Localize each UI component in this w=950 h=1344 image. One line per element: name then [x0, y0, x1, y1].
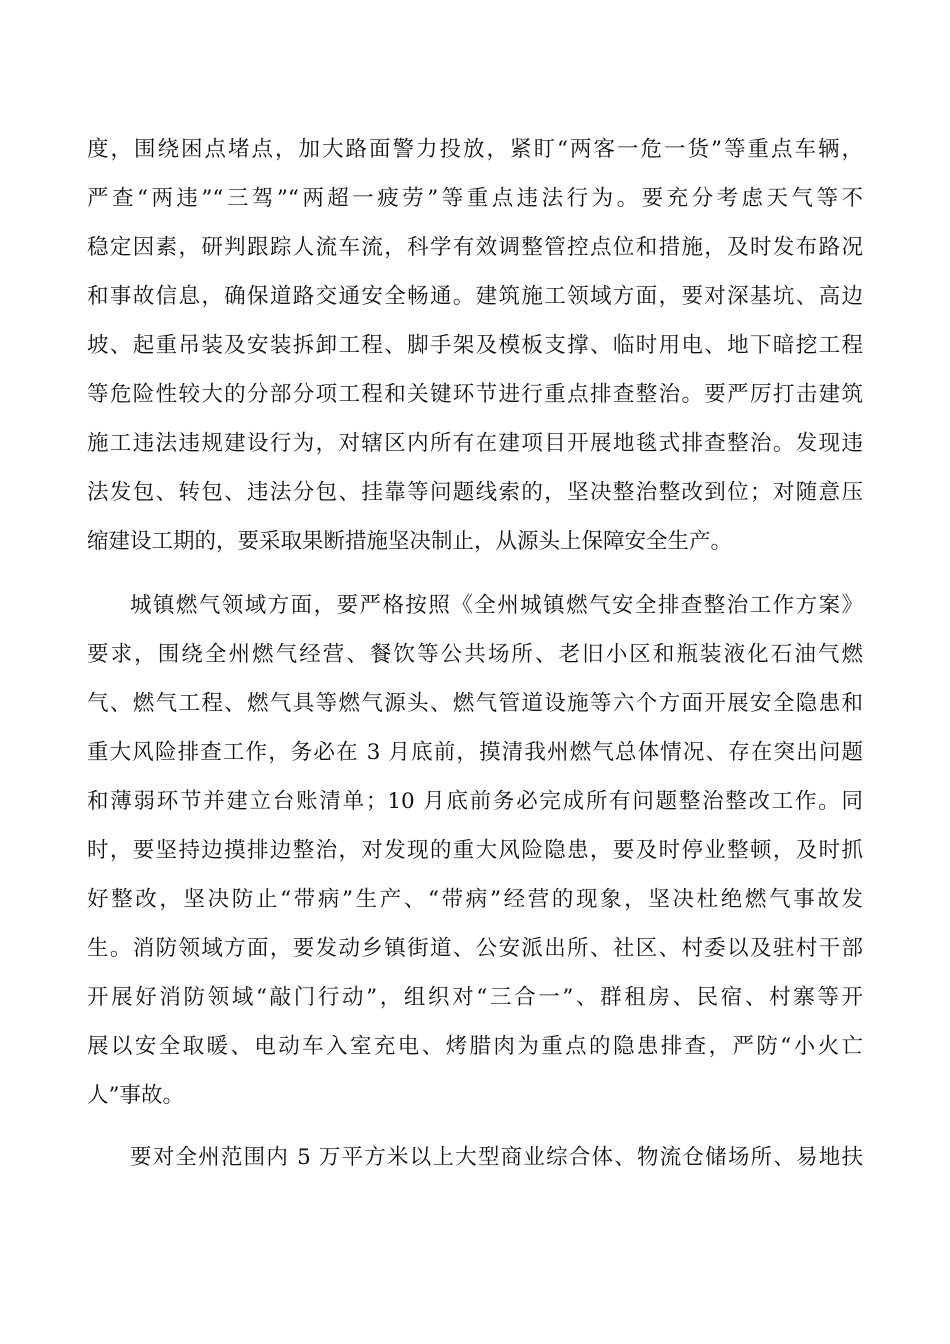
text-line: 展以安全取暖、电动车入室充电、烤腊肉为重点的隐患排查，严防“小火亡: [87, 1034, 863, 1059]
text-line: 和事故信息，确保道路交通安全畅通。建筑施工领域方面，要对深基坑、高边: [87, 284, 863, 309]
text-line: 要对全州范围内 5 万平方米以上大型商业综合体、物流仓储场所、易地扶: [130, 1145, 863, 1170]
text-line: 法发包、转包、违法分包、挂靠等问题线索的，坚决整治整改到位；对随意压: [87, 480, 863, 505]
text-line: 等危险性较大的分部分项工程和关键环节进行重点排查整治。要严厉打击建筑: [87, 382, 863, 407]
text-line: 施工违法违规建设行为，对辖区内所有在建项目开展地毯式排查整治。发现违: [87, 431, 863, 456]
text-line: 气、燃气工程、燃气具等燃气源头、燃气管道设施等六个方面开展安全隐患和: [87, 691, 863, 716]
text-line: 严查“两违”“三驾”“两超一疲劳”等重点违法行为。要充分考虑天气等不: [87, 186, 863, 211]
text-line: 度，围绕困点堵点，加大路面警力投放，紧盯“两客一危一货”等重点车辆，: [87, 137, 863, 162]
text-line: 开展好消防领域“敲门行动”，组织对“三合一”、群租房、民宿、村寨等开: [87, 985, 863, 1010]
text-line: 人”事故。: [87, 1083, 184, 1108]
text-line: 重大风险排查工作，务必在 3 月底前，摸清我州燃气总体情况、存在突出问题: [87, 740, 863, 765]
text-line: 缩建设工期的，要采取果断措施坚决制止，从源头上保障安全生产。: [87, 529, 733, 554]
text-line: 和薄弱环节并建立台账清单；10 月底前务必完成所有问题整治整改工作。同: [87, 789, 863, 814]
text-line: 好整改，坚决防止“带病”生产、“带病”经营的现象，坚决杜绝燃气事故发: [87, 887, 863, 912]
text-line: 稳定因素，研判跟踪人流车流，科学有效调整管控点位和措施，及时发布路况: [87, 235, 863, 260]
text-line: 要求，围绕全州燃气经营、餐饮等公共场所、老旧小区和瓶装液化石油气燃: [87, 642, 863, 667]
text-line: 生。消防领域方面，要发动乡镇街道、公安派出所、社区、村委以及驻村干部: [87, 936, 863, 961]
text-line: 坡、起重吊装及安装拆卸工程、脚手架及模板支撑、临时用电、地下暗挖工程: [87, 333, 863, 358]
text-line: 城镇燃气领域方面，要严格按照《全州城镇燃气安全排查整治工作方案》: [130, 593, 863, 618]
text-line: 时，要坚持边摸排边整治，对发现的重大风险隐患，要及时停业整顿，及时抓: [87, 838, 863, 863]
